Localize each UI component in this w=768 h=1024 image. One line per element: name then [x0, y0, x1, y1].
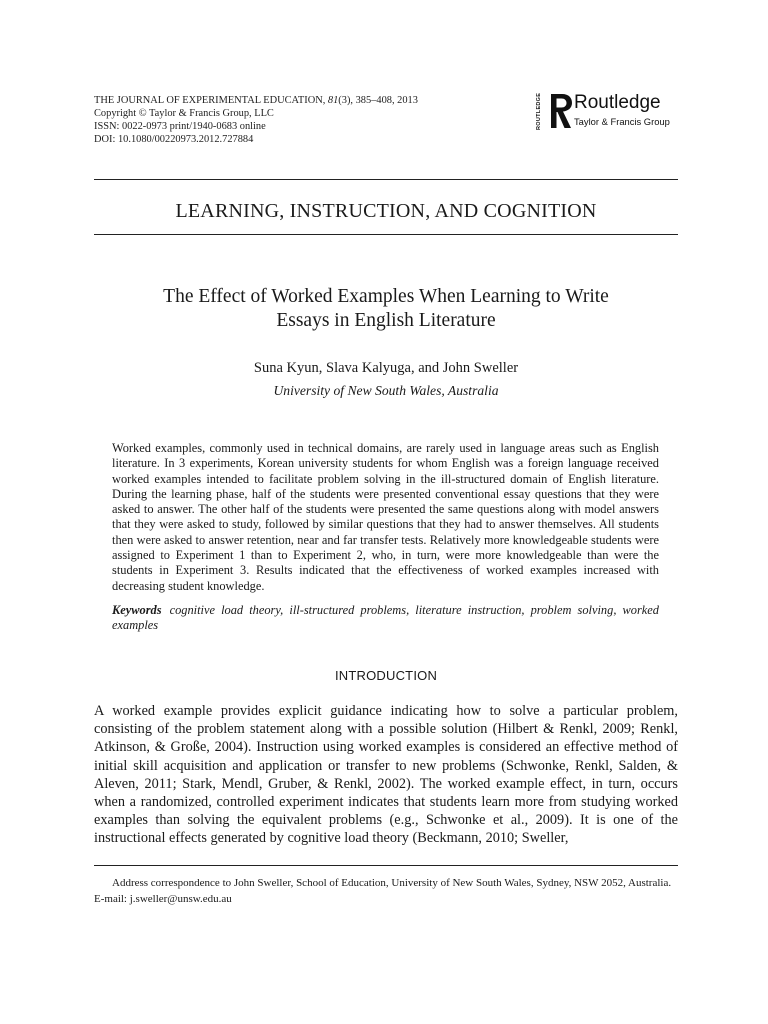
doi-line: DOI: 10.1080/00220973.2012.727884: [94, 134, 254, 145]
logo-vertical-text: ROUTLEDGE: [536, 92, 542, 130]
article-authors: Suna Kyun, Slava Kalyuga, and John Sweller: [253, 360, 519, 376]
routledge-r-icon: [548, 92, 574, 130]
section-heading: LEARNING, INSTRUCTION, AND COGNITION: [175, 200, 597, 222]
introduction-heading: INTRODUCTION: [334, 668, 438, 683]
abstract-text: Worked examples, commonly used in technical domains, are rarely used in language areas such as English literature. In 3 experiments, Korean university students for whom English was a foreign language received worked examples intended to facilitate problem solving in the ill-structured domain of English literature. During the learning phase, half of the students were presented conventional essay questions that they were asked to answer. The other half of the students were presented the same questions along with model answers that they were asked to study, followed by similar questions that they had to answer themselves. All students then were asked to answer retention, near and far transfer tests. Relatively more knowledgeable students were assigned to Experiment 1 than to Experiment 2, who, in turn, were more knowledgeable than were the students in Experiment 3. Results indicated that the effectiveness of worked examples increased with decreasing student knowledge.: [112, 441, 659, 593]
introduction-text: A worked example provides explicit guidance indicating how to solve a particular problem, consisting of the problem statement along with a possible solution (Hilbert & Renkl, 2009; Renkl, Atkinson, & Große, 2004). Instruction using worked examples is considered an effective method of initial skill acquisition and application or transfer to new problems (Schwonke, Renkl, Salden, & Aleven, 2011; Stark, Mendl, Gruber, & Renkl, 2002). The worked example effect, in turn, occurs when a randomized, controlled experiment indicates that students learn more from studying worked examples than solving the equivalent problems (e.g., Schwonke et al., 2009). It is one of the instructional effects generated by cognitive load theory (Beckmann, 2010; Sweller,: [94, 703, 678, 847]
title-line-2: Essays in English Literature: [276, 310, 496, 331]
routledge-logo: [536, 90, 686, 132]
author-affiliation: University of New South Wales, Australia: [273, 383, 499, 398]
footnote-rule: [94, 865, 678, 866]
keywords-label: Keywords: [112, 603, 162, 617]
issue-pages: (3), 385–408, 2013: [338, 95, 418, 106]
title-line-1: The Effect of Worked Examples When Learning to Write: [163, 286, 609, 307]
logo-subtitle: Taylor & Francis Group: [574, 116, 670, 127]
logo-brand-name: Routledge: [574, 92, 661, 113]
journal-citation-line: THE JOURNAL OF EXPERIMENTAL EDUCATION, 81(3), 385–408, 2013: [94, 95, 418, 106]
section-rule: [94, 234, 678, 235]
keywords: [112, 603, 659, 634]
top-rule: [94, 179, 678, 180]
keywords-list: cognitive load theory, ill-structured problems, literature instruction, problem solving, worked examples: [112, 603, 659, 633]
correspondence-footnote: Address correspondence to John Sweller, School of Education, University of New South Wales, Sydney, NSW 2052, Australia. E-mail: j.sweller@unsw.edu.au: [94, 877, 672, 905]
article-title: [94, 285, 678, 333]
issn-line: ISSN: 0022-0973 print/1940-0683 online: [94, 121, 266, 132]
journal-metadata: [94, 94, 418, 146]
volume-number: 81: [327, 95, 339, 106]
copyright-line: Copyright © Taylor & Francis Group, LLC: [94, 108, 274, 119]
